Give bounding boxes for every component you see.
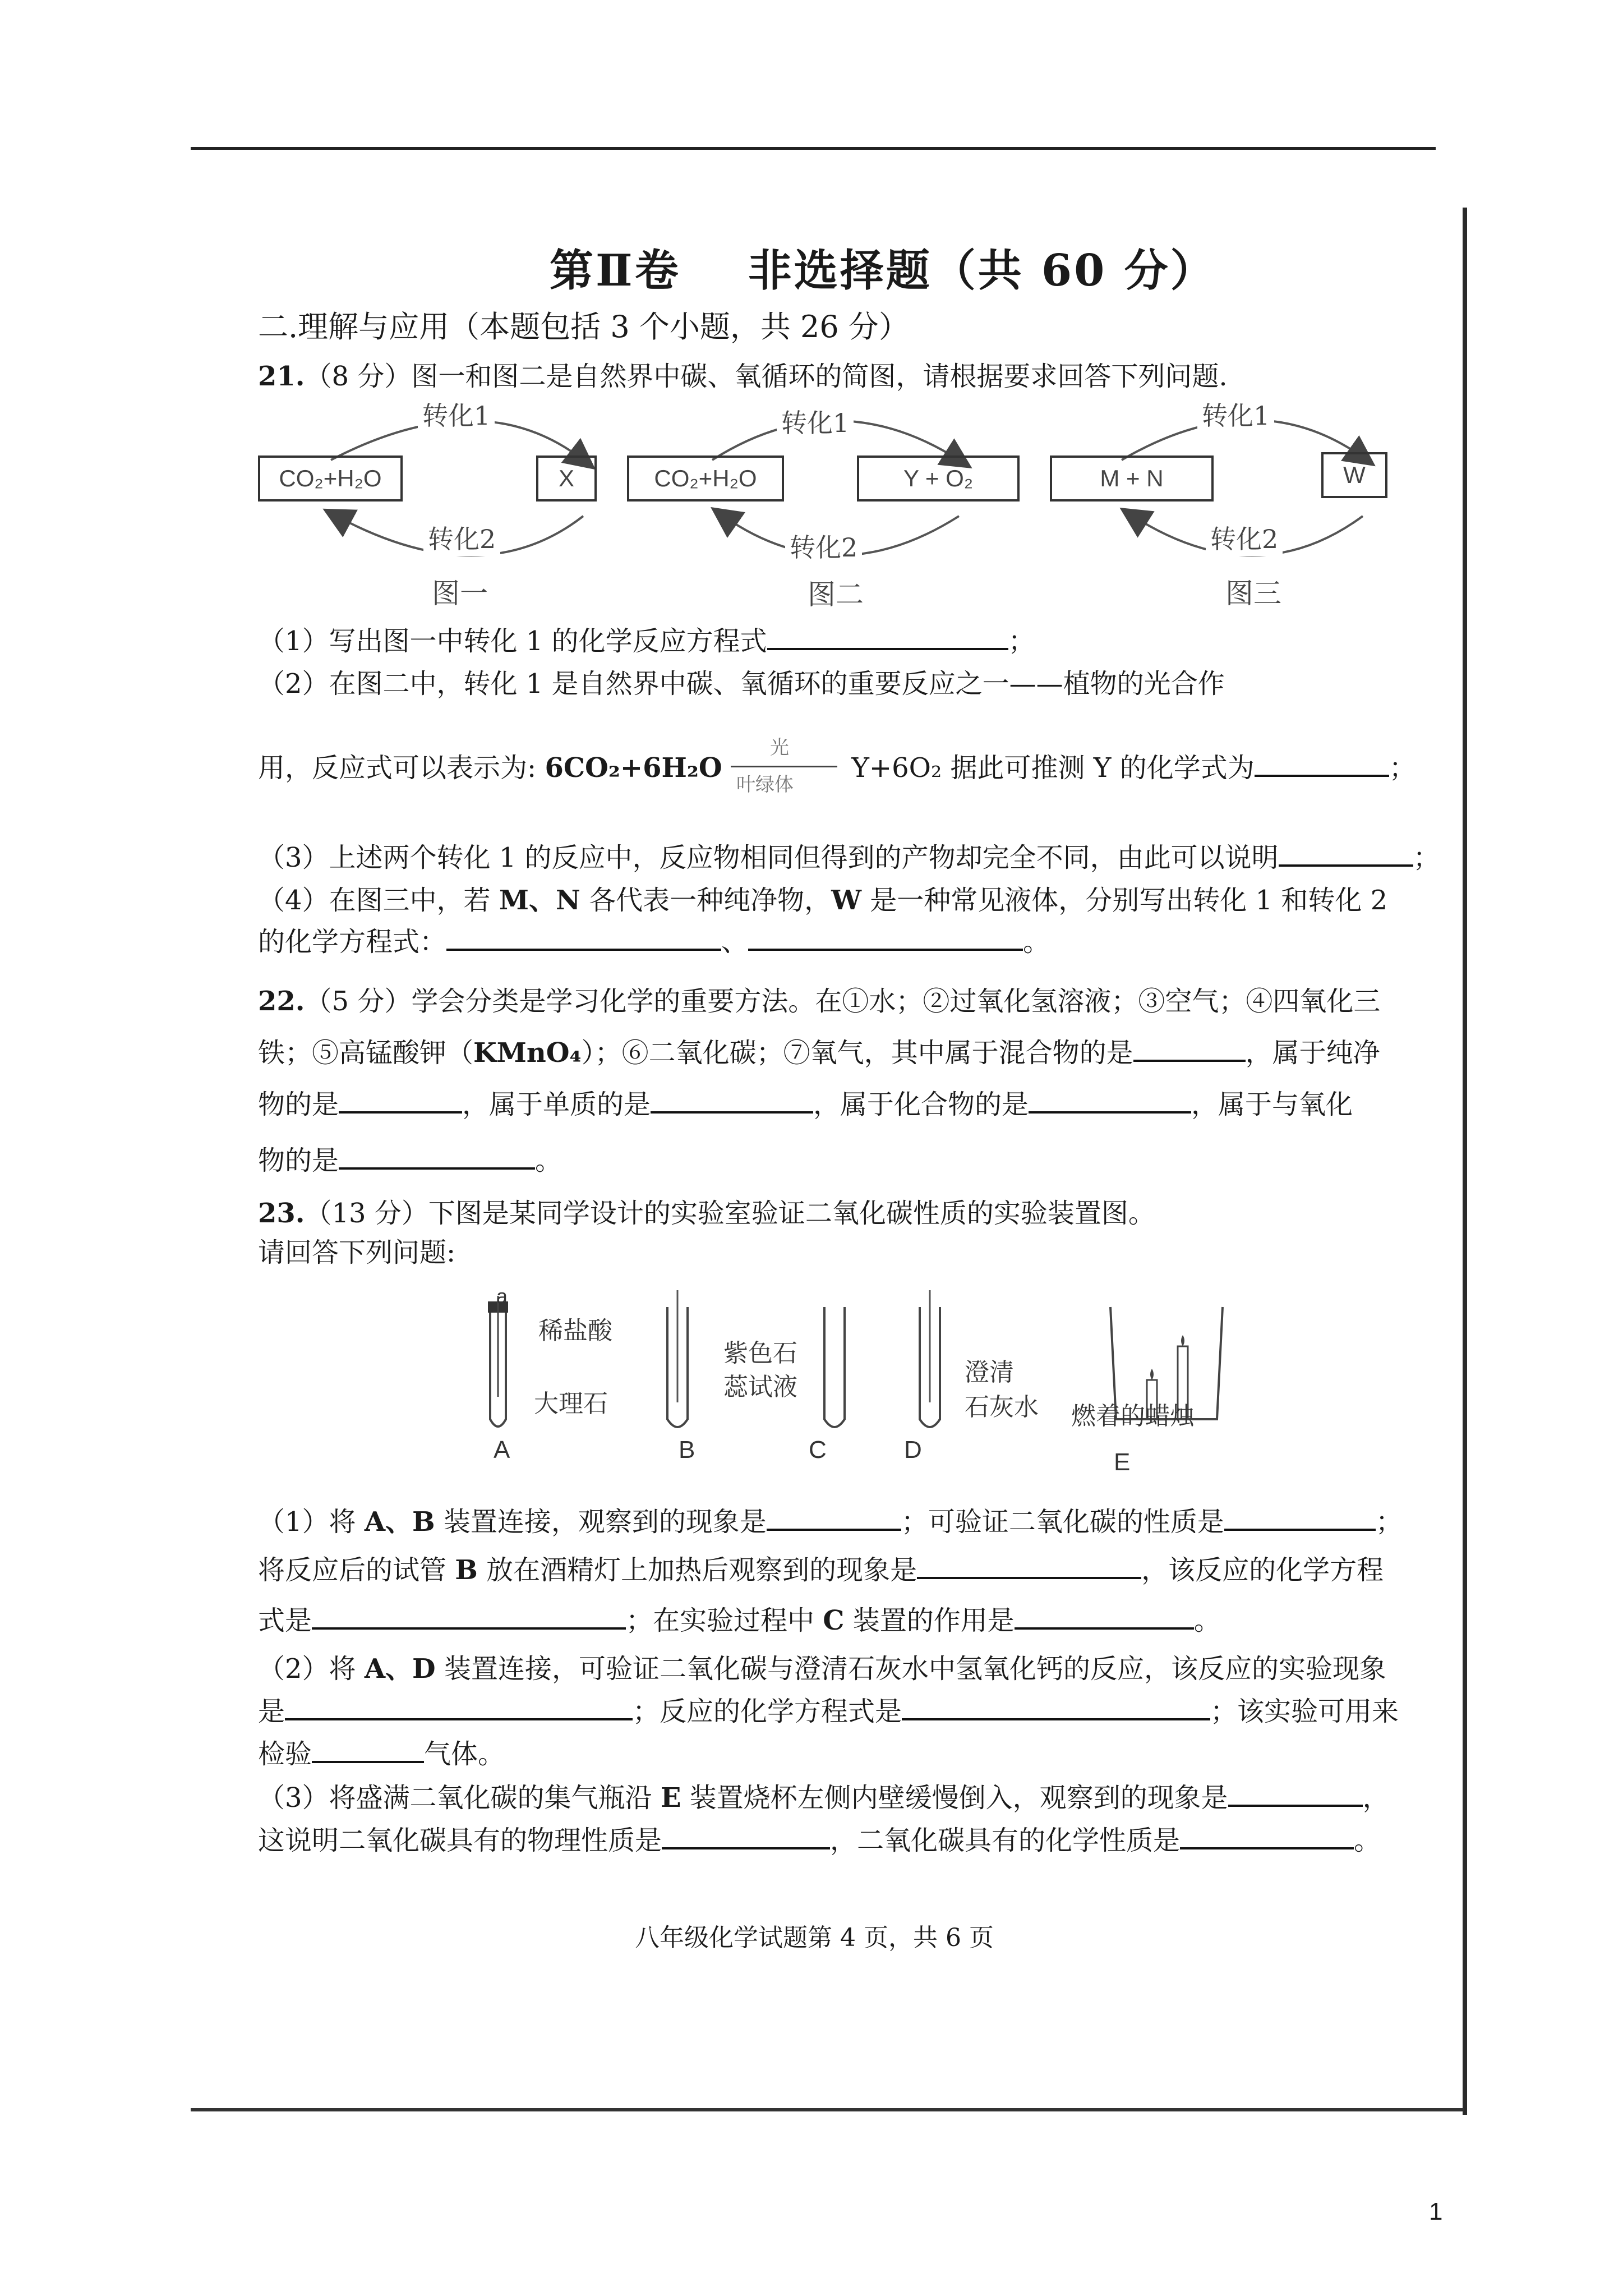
answer-blank[interactable] bbox=[1228, 1782, 1363, 1807]
q23-p1a-ab: A、B bbox=[364, 1506, 435, 1538]
q23-number: 23. bbox=[258, 1198, 305, 1229]
answer-blank[interactable] bbox=[1015, 1605, 1194, 1630]
label-litmus-2: 蕊试液 bbox=[723, 1373, 797, 1401]
q23-p1a-pre: （1）将 bbox=[258, 1506, 365, 1538]
section-heading: 二.理解与应用（本题包括 3 个小题，共 26 分） bbox=[258, 309, 909, 344]
q23-p2b-pre: 是 bbox=[258, 1696, 285, 1727]
q23-p3b-mid: ，二氧化碳具有的化学性质是 bbox=[830, 1825, 1181, 1856]
q23-p1c-end: 。 bbox=[1193, 1605, 1221, 1636]
label-limewater-1: 澄清 bbox=[965, 1358, 1014, 1387]
answer-blank[interactable] bbox=[1279, 842, 1413, 867]
q22-l2b: ）；⑥二氧化碳；⑦氧气，其中属于混合物的是 bbox=[581, 1037, 1133, 1069]
q23-part2-line2 bbox=[258, 1690, 1399, 1728]
d3-top-label: 转化1 bbox=[1197, 395, 1274, 432]
q23-part2-line3 bbox=[258, 1732, 505, 1771]
q23-p3a-pre: （3）将盛满二氧化碳的集气瓶沿 bbox=[258, 1782, 661, 1814]
answer-blank[interactable] bbox=[1224, 1506, 1376, 1531]
letter-e: E bbox=[1114, 1448, 1131, 1476]
q22-line1 bbox=[258, 979, 1380, 1018]
q21-stem-text: （8 分）图一和图二是自然界中碳、氧循环的简图，请根据要求回答下列问题. bbox=[305, 361, 1228, 392]
answer-blank[interactable] bbox=[1029, 1089, 1191, 1114]
label-marble: 大理石 bbox=[534, 1389, 608, 1418]
d2-left-box: CO₂+H₂O bbox=[627, 455, 784, 501]
d3-right-box: W bbox=[1321, 452, 1387, 498]
q23-p2b-end: ；该实验可用来 bbox=[1210, 1696, 1399, 1727]
q23-p1b-mid: 放在酒精灯上加热后观察到的现象是 bbox=[477, 1554, 917, 1586]
q23-ask: 请回答下列问题: bbox=[258, 1237, 456, 1268]
condition-light: 光 bbox=[769, 736, 789, 759]
flame-short-icon bbox=[1150, 1369, 1154, 1380]
d2-top-label: 转化1 bbox=[777, 403, 854, 440]
reaction-condition bbox=[731, 736, 843, 796]
q23-stem-text: （13 分）下图是某同学设计的实验室验证二氧化碳性质的实验装置图。 bbox=[305, 1198, 1155, 1229]
q23-part2-line1 bbox=[258, 1647, 1386, 1686]
q23-part1-line1 bbox=[258, 1500, 1403, 1539]
q21-p2b-pre: 用，反应式可以表示为: bbox=[258, 752, 545, 784]
q22-l4a: 物的是 bbox=[258, 1145, 339, 1176]
page-number: 1 bbox=[1429, 2198, 1443, 2225]
letter-b: B bbox=[679, 1436, 695, 1464]
condition-chlorophyll: 叶绿体 bbox=[736, 773, 794, 796]
q23-part3-line1 bbox=[258, 1776, 1390, 1815]
d1-bottom-label: 转化2 bbox=[423, 519, 500, 556]
q23-p2a-ad: A、D bbox=[364, 1653, 436, 1685]
q23-part1-line3 bbox=[258, 1599, 1221, 1637]
q23-p1b-end: ，该反应的化学方程 bbox=[1141, 1554, 1384, 1586]
q23-p1a-mid2: ；可验证二氧化碳的性质是 bbox=[901, 1506, 1224, 1538]
q22-l3c: ，属于化合物的是 bbox=[813, 1089, 1029, 1120]
answer-blank[interactable] bbox=[651, 1089, 813, 1114]
q22-l3d: ，属于与氧化 bbox=[1191, 1089, 1353, 1120]
answer-blank[interactable] bbox=[902, 1696, 1210, 1720]
q23-p3b-pre: 这说明二氧化碳具有的物理性质是 bbox=[258, 1825, 662, 1856]
page-footer: 八年级化学试题第 4 页，共 6 页 bbox=[635, 1924, 994, 1952]
q21-p4a-w: W bbox=[831, 885, 861, 916]
q23-part3-line2 bbox=[258, 1819, 1381, 1857]
letter-a: A bbox=[494, 1436, 510, 1464]
d3-bottom-label: 转化2 bbox=[1206, 519, 1283, 556]
title-volume: 第Ⅱ卷 bbox=[550, 245, 681, 296]
q21-p2b-post: Y+6O₂ 据此可推测 Y 的化学式为 bbox=[851, 752, 1255, 784]
d1-caption: 图一 bbox=[432, 577, 488, 610]
q23-p1c-pre: 式是 bbox=[258, 1605, 312, 1636]
title-section: 非选择题（共 60 分） bbox=[748, 245, 1216, 296]
q22-l1-text: （5 分）学会分类是学习化学的重要方法。在①水；②过氧化氢溶液；③空气；④四氧化三 bbox=[305, 986, 1381, 1017]
answer-blank[interactable] bbox=[312, 1738, 424, 1763]
answer-blank[interactable] bbox=[662, 1825, 830, 1849]
q23-p3b-end: 。 bbox=[1354, 1825, 1381, 1856]
d2-caption: 图二 bbox=[808, 578, 864, 611]
flame-tall-icon bbox=[1181, 1335, 1184, 1346]
q23-p2c-pre: 检验 bbox=[258, 1738, 312, 1770]
answer-blank[interactable] bbox=[339, 1089, 462, 1114]
answer-blank[interactable] bbox=[312, 1605, 626, 1630]
q22-l3b: ，属于单质的是 bbox=[462, 1089, 651, 1120]
q21-p4a-post: 是一种常见液体，分别写出转化 1 和转化 2 bbox=[861, 885, 1388, 916]
q22-line2 bbox=[258, 1031, 1380, 1070]
q23-p3a-end: ， bbox=[1362, 1782, 1390, 1814]
q23-p3a-post: 装置烧杯左侧内壁缓慢倒入，观察到的现象是 bbox=[681, 1782, 1228, 1814]
tube-c bbox=[824, 1307, 845, 1427]
answer-blank[interactable] bbox=[1180, 1825, 1354, 1849]
answer-blank[interactable] bbox=[1255, 752, 1389, 777]
q21-p2b-end: ； bbox=[1389, 752, 1416, 784]
answer-blank[interactable] bbox=[767, 625, 1008, 650]
answer-blank[interactable] bbox=[767, 1506, 901, 1531]
q23-p1b-b: B bbox=[455, 1554, 478, 1586]
d3-caption: 图三 bbox=[1225, 577, 1281, 610]
label-dilute-hcl: 稀盐酸 bbox=[538, 1317, 612, 1345]
q21-p4b-sep: 、 bbox=[721, 926, 749, 958]
q22-formula: KMnO₄ bbox=[473, 1037, 582, 1069]
q23-p1a-mid: 装置连接，观察到的现象是 bbox=[435, 1506, 767, 1538]
q23-p2c-end: 气体。 bbox=[424, 1738, 505, 1770]
q23-p2a-post: 装置连接，可验证二氧化碳与澄清石灰水中氢氧化钙的反应，该反应的实验现象 bbox=[435, 1653, 1386, 1685]
q22-l2c: ，属于纯净 bbox=[1245, 1037, 1380, 1069]
d2-right-box: Y + O₂ bbox=[857, 455, 1020, 501]
answer-blank[interactable] bbox=[748, 926, 1023, 951]
paper-title bbox=[550, 236, 1216, 298]
d1-right-box: X bbox=[536, 455, 597, 501]
q22-l4b: 。 bbox=[535, 1145, 562, 1176]
q23-p2a-pre: （2）将 bbox=[258, 1653, 365, 1685]
scan-bottom-edge bbox=[191, 2108, 1464, 2111]
q21-p4b-end: 。 bbox=[1023, 926, 1050, 958]
q21-part3 bbox=[258, 836, 1440, 875]
q22-l2a: 铁；⑤高锰酸钾（ bbox=[258, 1037, 474, 1069]
q23-p1c-mid: ；在实验过程中 bbox=[626, 1605, 823, 1636]
answer-blank[interactable] bbox=[917, 1554, 1141, 1579]
q21-p1-text: （1）写出图一中转化 1 的化学反应方程式 bbox=[258, 625, 767, 657]
q21-p4a-pre: （4）在图三中，若 bbox=[258, 885, 499, 916]
q21-number: 21. bbox=[258, 361, 305, 392]
q21-part4-line2 bbox=[258, 920, 1050, 959]
q23-p1a-end: ； bbox=[1375, 1506, 1403, 1538]
q21-p4a-mid: 各代表一种纯净物， bbox=[580, 885, 832, 916]
q22-l3a: 物的是 bbox=[258, 1089, 339, 1120]
q23-p1c-c: C bbox=[823, 1605, 845, 1636]
q23-stem bbox=[258, 1191, 1155, 1230]
q22-line4 bbox=[258, 1139, 562, 1177]
q23-p3a-e: E bbox=[660, 1782, 681, 1814]
q21-p4a-mn: M、N bbox=[499, 885, 580, 916]
label-a-mark: a bbox=[496, 1285, 508, 1308]
d2-bottom-label: 转化2 bbox=[785, 527, 862, 564]
q21-part1 bbox=[258, 619, 1035, 658]
q23-p2b-mid: ；反应的化学方程式是 bbox=[633, 1696, 902, 1727]
letter-c: C bbox=[809, 1436, 827, 1464]
answer-blank[interactable] bbox=[339, 1145, 535, 1170]
q22-line3 bbox=[258, 1083, 1353, 1121]
q21-p3-end: ； bbox=[1413, 842, 1440, 873]
d1-left-box: CO₂+H₂O bbox=[258, 455, 403, 501]
condition-bar bbox=[731, 766, 837, 767]
label-litmus-1: 紫色石 bbox=[723, 1339, 797, 1368]
q21-p3-text: （3）上述两个转化 1 的反应中，反应物相同但得到的产物却完全不同，由此可以说明 bbox=[258, 842, 1279, 873]
scan-edge bbox=[1463, 208, 1467, 2115]
q23-p1c-mid2: 装置的作用是 bbox=[844, 1605, 1015, 1636]
answer-blank[interactable] bbox=[1133, 1037, 1246, 1062]
answer-blank[interactable] bbox=[285, 1696, 633, 1720]
q21-p4b-text: 的化学方程式： bbox=[258, 926, 447, 958]
label-burning-candle: 燃着的蜡烛 bbox=[1071, 1402, 1195, 1430]
q22-number: 22. bbox=[258, 986, 305, 1017]
q21-stem bbox=[258, 355, 1228, 393]
top-rule bbox=[191, 147, 1436, 150]
photosynthesis-reactants: 6CO₂+6H₂O bbox=[545, 752, 722, 784]
q23-p1b-pre: 将反应后的试管 bbox=[258, 1554, 455, 1586]
letter-d: D bbox=[904, 1436, 922, 1464]
q23-part1-line2 bbox=[258, 1548, 1384, 1587]
q21-part2-line1: （2）在图二中，转化 1 是自然界中碳、氧循环的重要反应之一——植物的光合作 bbox=[258, 668, 1225, 700]
q21-part2-line2 bbox=[258, 736, 1416, 796]
q21-part4-line1 bbox=[258, 878, 1387, 917]
q21-p1-end: ； bbox=[1008, 625, 1035, 657]
label-limewater-2: 石灰水 bbox=[965, 1393, 1039, 1421]
d3-left-box: M + N bbox=[1050, 455, 1214, 501]
d1-top-label: 转化1 bbox=[418, 395, 495, 432]
answer-blank[interactable] bbox=[446, 926, 721, 951]
